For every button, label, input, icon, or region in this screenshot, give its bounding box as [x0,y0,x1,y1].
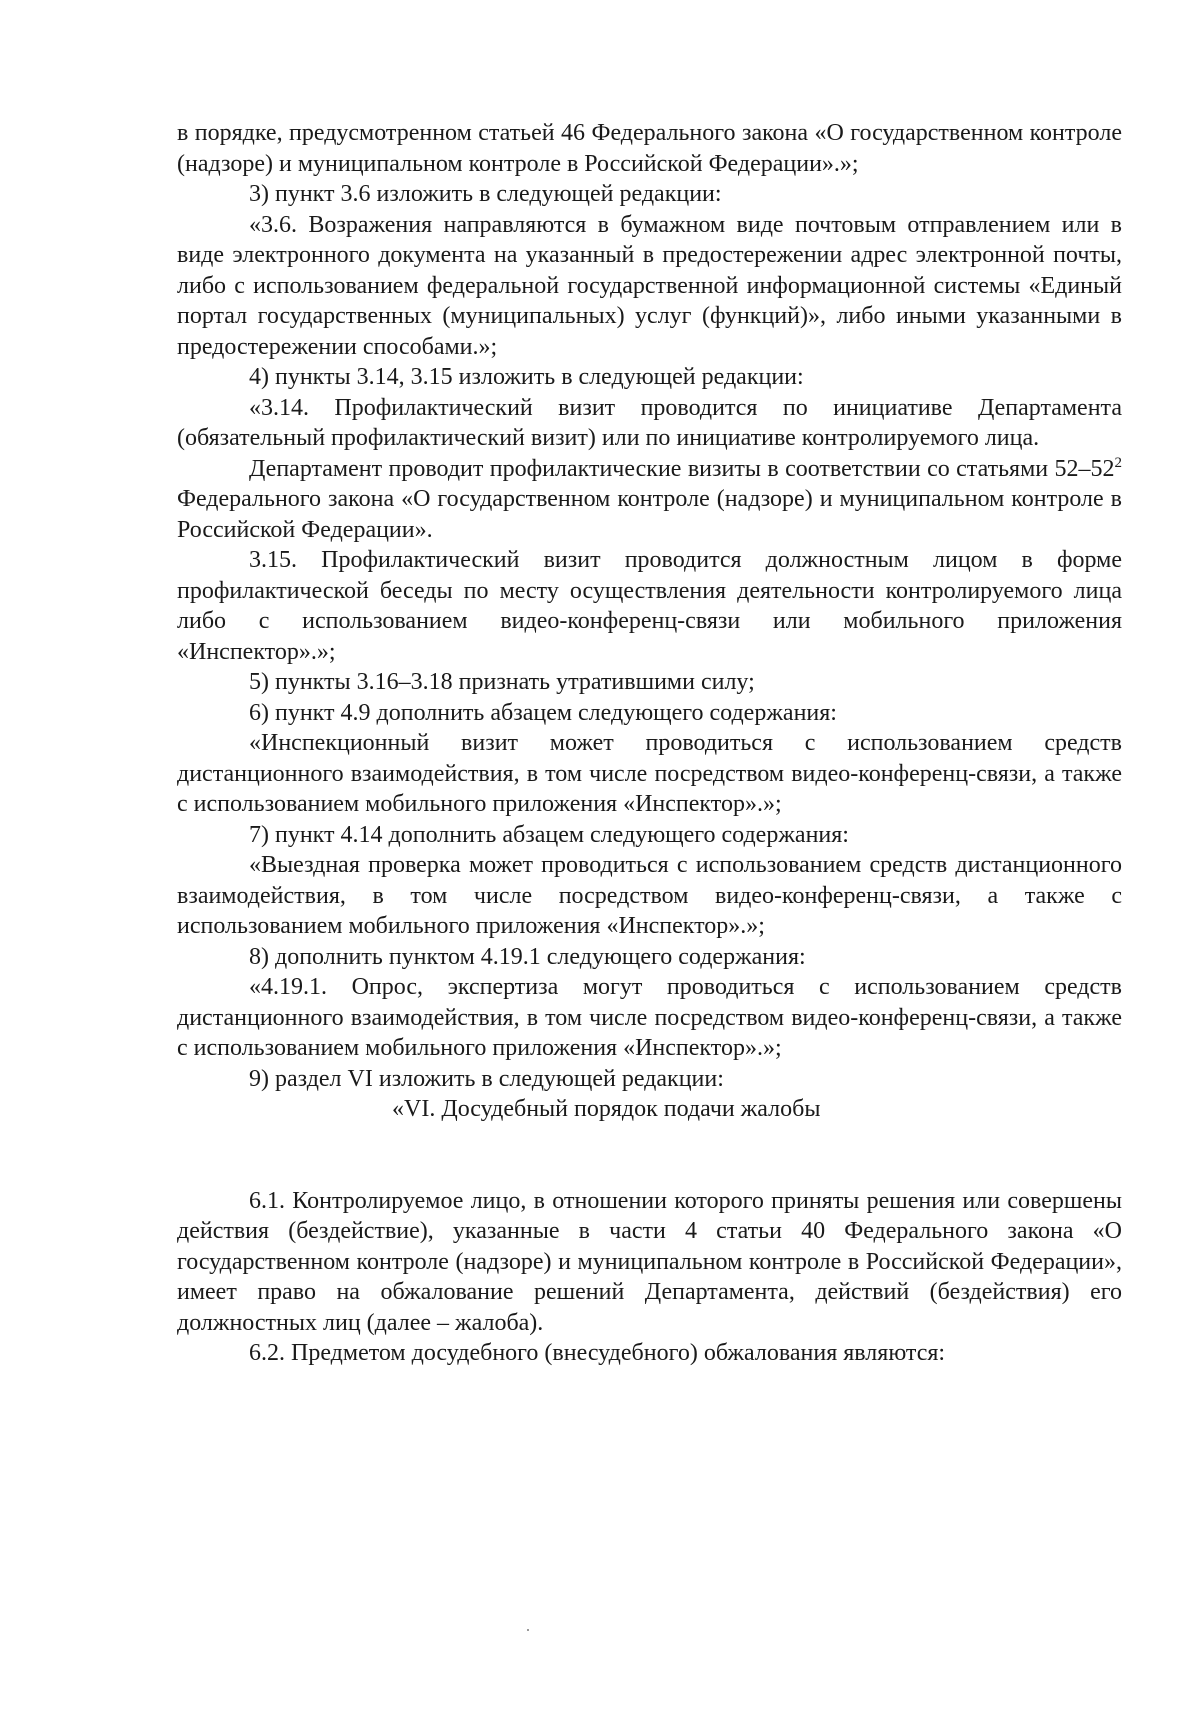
paragraph-clause-3-6: «3.6. Возражения направляются в бумажном виде почтовым отправлением или в виде электронного документа на указанный в предостережении адрес электронной почты, либо с использованием федеральной государственной информационной системы «Единый портал государственных (муниципальных) услуг (функций)», либо иными указанными в предостережении способами.»; [177,211,1122,360]
paragraph-item-6: 6) пункт 4.9 дополнить абзацем следующего содержания: [249,699,837,726]
paragraph-item-3: 3) пункт 3.6 изложить в следующей редакции: [249,181,722,207]
paragraph-item-4: 4) пункты 3.14, 3.15 изложить в следующей редакции: [249,364,804,390]
article-superscript: 2 [1114,454,1122,471]
paragraph-item-7: 7) пункт 4.14 дополнить абзацем следующего содержания: [249,821,849,848]
paragraph-item-9: 9) раздел VI изложить в следующей редакции: [249,1065,724,1092]
scan-speck [527,1629,529,1631]
paragraph-clause-6-1: 6.1. Контролируемое лицо, в отношении которого приняты решения или совершены действия (бездействие), указанные в части 4 статьи 40 Федерального закона «О государственном контроле (надзоре) и муниципальном контроле в Российской Федерации», имеет право на обжалование решений Департамента, действий (бездействия) его должностных лиц (далее – жалоба). [177,1187,1122,1336]
paragraph-inspection-visit: «Инспекционный визит может проводиться с использованием средств дистанционного взаимодействия, в том числе посредством видео-конференц-связи, а также с использованием мобильного приложения «Инспектор».»; [177,730,1122,817]
paragraph-clause-3-14: «3.14. Профилактический визит проводится по инициативе Департамента (обязательный профилактический визит) или по инициативе контролируемого лица. [177,394,1122,451]
paragraph-clause-6-2: 6.2. Предметом досудебного (внесудебного) обжалования являются: [249,1340,946,1366]
paragraph-item-5: 5) пункты 3.16–3.18 признать утратившими силу; [249,669,755,695]
document-body [177,118,1122,1369]
paragraph-clause-4-19-1: «4.19.1. Опрос, экспертиза могут проводиться с использованием средств дистанционного взаимодействия, в том числе посредством видео-конференц-связи, а также с использованием мобильного приложения «Инспектор».»; [177,974,1122,1061]
paragraph-department-visits-text-start: Департамент проводит профилактические визиты в соответствии со статьями 52–52 [249,455,1115,482]
paragraph-field-check: «Выездная проверка может проводиться с использованием средств дистанционного взаимодействия, в том числе посредством видео-конференц-связи, а также с использованием мобильного приложения «Инспектор».»; [177,852,1122,939]
paragraph-department-visits-text-end: Федерального закона «О государственном контроле (надзоре) и муниципальном контроле в Российской Федерации». [177,486,1122,543]
paragraph-continuation: в порядке, предусмотренном статьей 46 Федерального закона «О государственном контроле (надзоре) и муниципальном контроле в Российской Федерации».»; [177,120,1122,177]
paragraph-item-8: 8) дополнить пунктом 4.19.1 следующего содержания: [249,943,806,970]
paragraph-department-visits [177,454,1122,546]
paragraph-clause-3-15: 3.15. Профилактический визит проводится должностным лицом в форме профилактической беседы по месту осуществления деятельности контролируемого лица либо с использованием видео-конференц-связи или мобильного приложения «Инспектор».»; [177,547,1122,665]
section-heading: «VI. Досудебный порядок подачи жалобы [392,1096,821,1122]
